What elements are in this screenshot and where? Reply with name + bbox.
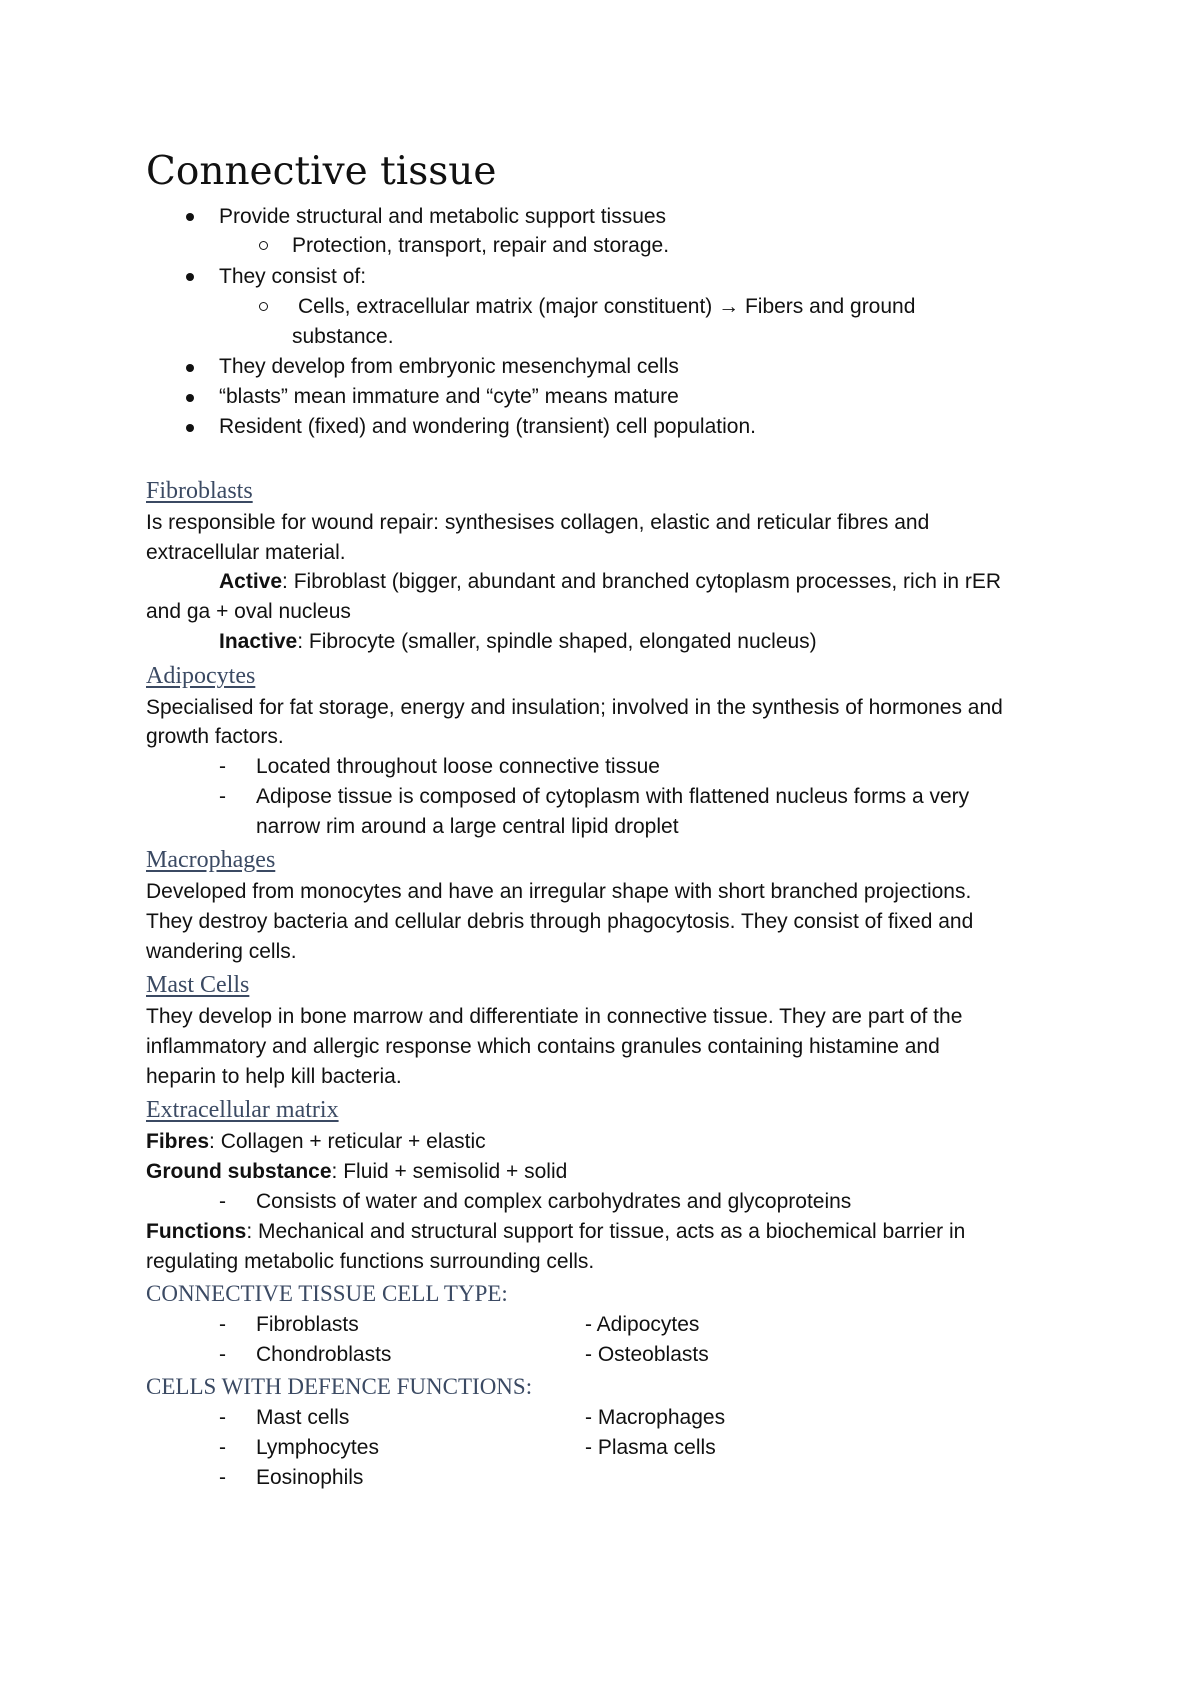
- dash-marker: -: [219, 1313, 226, 1336]
- active-text: : Fibroblast (bigger, abundant and branched cytoplasm processes, rich in rER: [282, 570, 1002, 593]
- intro-bullet-3: They develop from embryonic mesenchymal cells: [219, 355, 679, 378]
- ecm-ground-substance: [146, 1158, 567, 1186]
- dash-marker: -: [219, 785, 226, 808]
- intro-sub-bullet-2-cont: substance.: [292, 325, 394, 348]
- adipocytes-dash-2: Adipose tissue is composed of cytoplasm with flattened nucleus forms a very: [256, 785, 970, 808]
- bullet-icon: [186, 364, 194, 372]
- intro-bullet-5: Resident (fixed) and wondering (transient) cell population.: [219, 415, 756, 438]
- adipocytes-text-2: growth factors.: [146, 725, 284, 748]
- heading-adipocytes: Adipocytes: [146, 663, 256, 689]
- intro-bullet-1: Provide structural and metabolic support tissues: [219, 205, 667, 228]
- inactive-label: Inactive: [219, 630, 298, 653]
- ground-substance-label: Ground substance: [146, 1160, 332, 1183]
- adipocytes-dash-1: Located throughout loose connective tissue: [256, 755, 660, 778]
- intro-bullet-4: “blasts” mean immature and “cyte” means mature: [219, 385, 679, 408]
- defence-left-1: Mast cells: [256, 1406, 350, 1429]
- inactive-text: : Fibrocyte (smaller, spindle shaped, elongated nucleus): [297, 630, 817, 653]
- cell-type-right-2: - Osteoblasts: [585, 1343, 709, 1366]
- fibroblasts-text-1: Is responsible for wound repair: synthesises collagen, elastic and reticular fibres and: [146, 511, 930, 534]
- fibroblasts-active: [219, 568, 1001, 596]
- mast-cells-text-3: heparin to help kill bacteria.: [146, 1065, 402, 1088]
- ecm-functions-cont: regulating metabolic functions surrounding cells.: [146, 1250, 595, 1273]
- circle-bullet-icon: [259, 241, 268, 250]
- mast-cells-text-1: They develop in bone marrow and differentiate in connective tissue. They are part of the: [146, 1005, 963, 1028]
- fibroblasts-inactive: [219, 628, 817, 656]
- adipocytes-dash-2-cont: narrow rim around a large central lipid droplet: [256, 815, 679, 838]
- circle-bullet-icon: [259, 302, 268, 311]
- bullet-icon: [186, 273, 194, 281]
- heading-fibroblasts: Fibroblasts: [146, 478, 253, 504]
- intro-sub-bullet-2: Cells, extracellular matrix (major constituent) → Fibers and ground: [298, 295, 916, 318]
- bullet-icon: [186, 213, 194, 221]
- fibroblasts-text-2: extracellular material.: [146, 541, 346, 564]
- heading-mast-cells: Mast Cells: [146, 972, 250, 998]
- active-label: Active: [219, 570, 283, 593]
- macrophages-text-3: wandering cells.: [146, 940, 297, 963]
- cell-type-left-1: Fibroblasts: [256, 1313, 359, 1336]
- dash-marker: -: [219, 755, 226, 778]
- ecm-functions: [146, 1218, 965, 1246]
- functions-text: : Mechanical and structural support for tissue, acts as a biochemical barrier in: [246, 1220, 966, 1243]
- macrophages-text-2: They destroy bacteria and cellular debris through phagocytosis. They consist of fixed and: [146, 910, 974, 933]
- heading-extracellular-matrix: Extracellular matrix: [146, 1097, 339, 1123]
- ecm-dash-1: Consists of water and complex carbohydrates and glycoproteins: [256, 1190, 852, 1213]
- intro-sub-bullet-1: Protection, transport, repair and storage.: [292, 234, 670, 257]
- dash-marker: -: [219, 1190, 226, 1213]
- defence-left-2: Lymphocytes: [256, 1436, 379, 1459]
- cell-type-left-2: Chondroblasts: [256, 1343, 392, 1366]
- functions-label: Functions: [146, 1220, 247, 1243]
- dash-marker: -: [219, 1436, 226, 1459]
- defence-right-1: - Macrophages: [585, 1406, 726, 1429]
- defence-left-3: Eosinophils: [256, 1466, 364, 1489]
- fibres-text: : Collagen + reticular + elastic: [209, 1130, 486, 1153]
- defence-right-2: - Plasma cells: [585, 1436, 716, 1459]
- bullet-icon: [186, 394, 194, 402]
- heading-cell-types: CONNECTIVE TISSUE CELL TYPE:: [146, 1281, 508, 1306]
- heading-defence-cells: CELLS WITH DEFENCE FUNCTIONS:: [146, 1374, 533, 1399]
- ecm-fibres: [146, 1128, 486, 1156]
- cell-type-right-1: - Adipocytes: [585, 1313, 700, 1336]
- adipocytes-text-1: Specialised for fat storage, energy and insulation; involved in the synthesis of hormones and: [146, 696, 1003, 719]
- fibroblasts-active-cont: and ga + oval nucleus: [146, 600, 351, 623]
- mast-cells-text-2: inflammatory and allergic response which contains granules containing histamine and: [146, 1035, 940, 1058]
- dash-marker: -: [219, 1466, 226, 1489]
- page-title: Connective tissue: [146, 149, 497, 194]
- fibres-label: Fibres: [146, 1130, 210, 1153]
- bullet-icon: [186, 424, 194, 432]
- dash-marker: -: [219, 1343, 226, 1366]
- heading-macrophages: Macrophages: [146, 847, 276, 873]
- intro-bullet-2: They consist of:: [219, 265, 367, 288]
- dash-marker: -: [219, 1406, 226, 1429]
- macrophages-text-1: Developed from monocytes and have an irregular shape with short branched projections.: [146, 880, 972, 903]
- ground-substance-text: : Fluid + semisolid + solid: [331, 1160, 568, 1183]
